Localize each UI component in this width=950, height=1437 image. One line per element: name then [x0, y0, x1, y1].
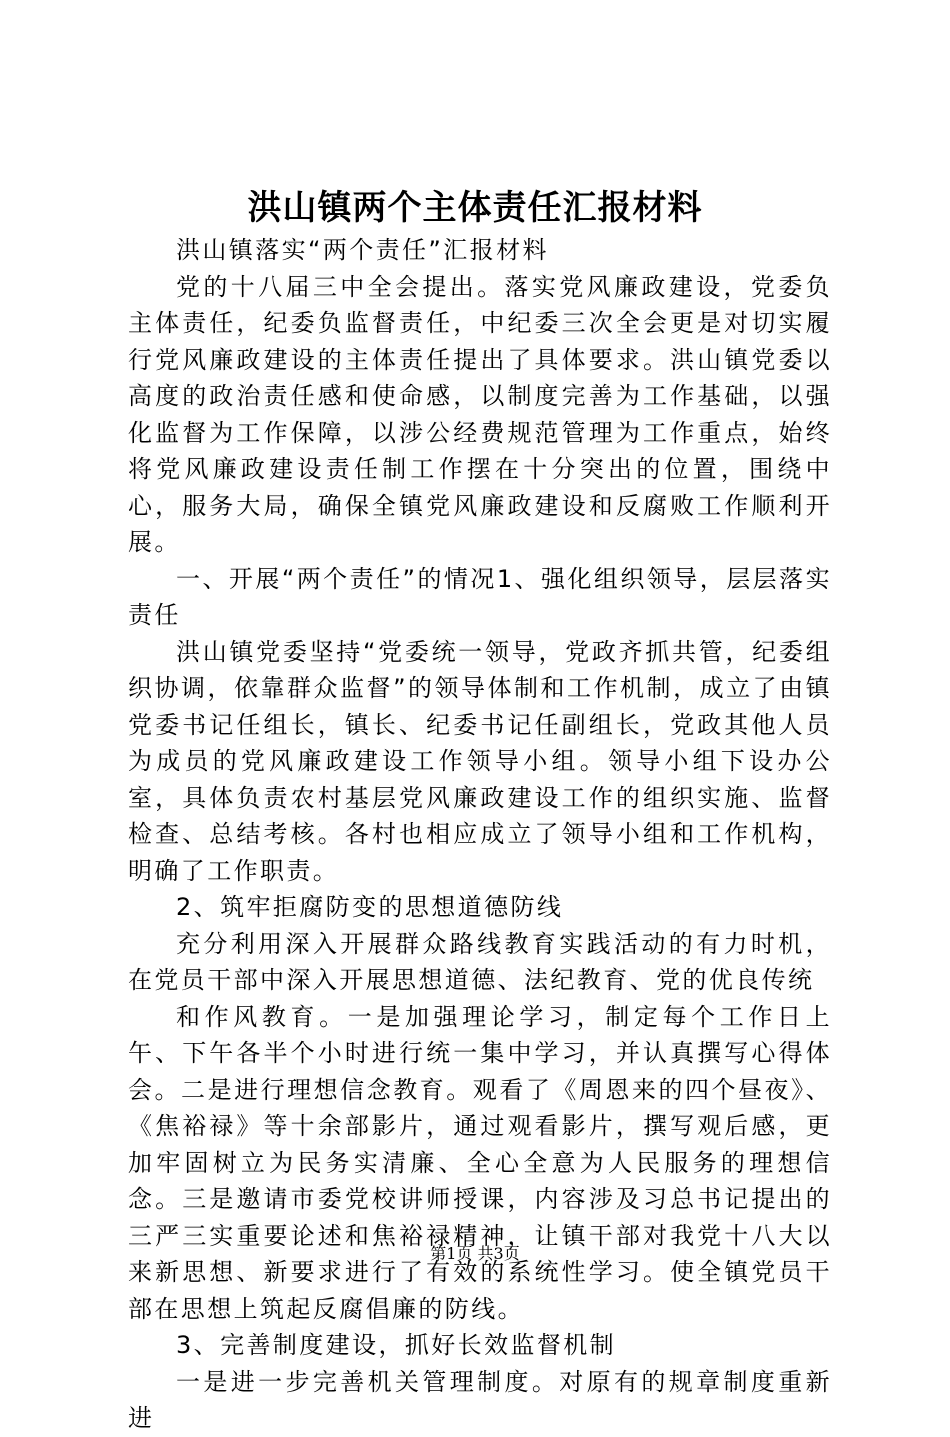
- body-paragraph: 洪山镇党委坚持“党委统一领导，党政齐抓共管，纪委组织协调，依靠群众监督”的领导体制和工作机制，成立了由镇党委书记任组长，镇长、纪委书记任副组长，党政其他人员为成员的党风廉政建设工作领导小组。领导小组下设办公室，具体负责农村基层党风廉政建设工作的组织实施、监督检查、总结考核。各村也相应成立了领导小组和工作机构，明确了工作职责。: [128, 637, 832, 885]
- section-heading: 3、完善制度建设，抓好长效监督机制: [176, 1331, 617, 1359]
- subtitle-paragraph: 洪山镇落实“两个责任”汇报材料: [176, 236, 549, 264]
- body-paragraph: 和作风教育。一是加强理论学习，制定每个工作日上午、下午各半个小时进行统一集中学习，并认真撰写心得体会。二是进行理想信念教育。观看了《周恩来的四个昼夜》、《焦裕禄》等十余部影片，通过观看影片，撰写观后感，更加牢固树立为民务实清廉、全心全意为人民服务的理想信念。三是邀请市委党校讲师授课，内容涉及习总书记提出的三严三实重要论述和焦裕禄精神，让镇干部对我党十八大以来新思想、新要求进行了有效的系统性学习。使全镇党员干部在思想上筑起反腐倡廉的防线。: [128, 1002, 832, 1323]
- body-paragraph: 充分利用深入开展群众路线教育实践活动的有力时机，在党员干部中深入开展思想道德、法纪教育、党的优良传统: [128, 929, 832, 994]
- body-paragraph: 一是进一步完善机关管理制度。对原有的规章制度重新进: [128, 1367, 832, 1432]
- document-title: 洪山镇两个主体责任汇报材料: [247, 188, 703, 228]
- section-heading: 一、开展“两个责任”的情况1、强化组织领导，层层落实责任: [128, 564, 832, 629]
- section-heading: 2、筑牢拒腐防变的思想道德防线: [176, 893, 564, 921]
- page-footer: 第1页 共3页: [430, 1244, 520, 1263]
- body-paragraph: 党的十八届三中全会提出。落实党风廉政建设，党委负主体责任，纪委负监督责任，中纪委三次全会更是对切实履行党风廉政建设的主体责任提出了具体要求。洪山镇党委以高度的政治责任感和使命感，以制度完善为工作基础，以强化监督为工作保障，以涉公经费规范管理为工作重点，始终将党风廉政建设责任制工作摆在十分突出的位置，围绕中心，服务大局，确保全镇党风廉政建设和反腐败工作顺利开展。: [128, 272, 832, 556]
